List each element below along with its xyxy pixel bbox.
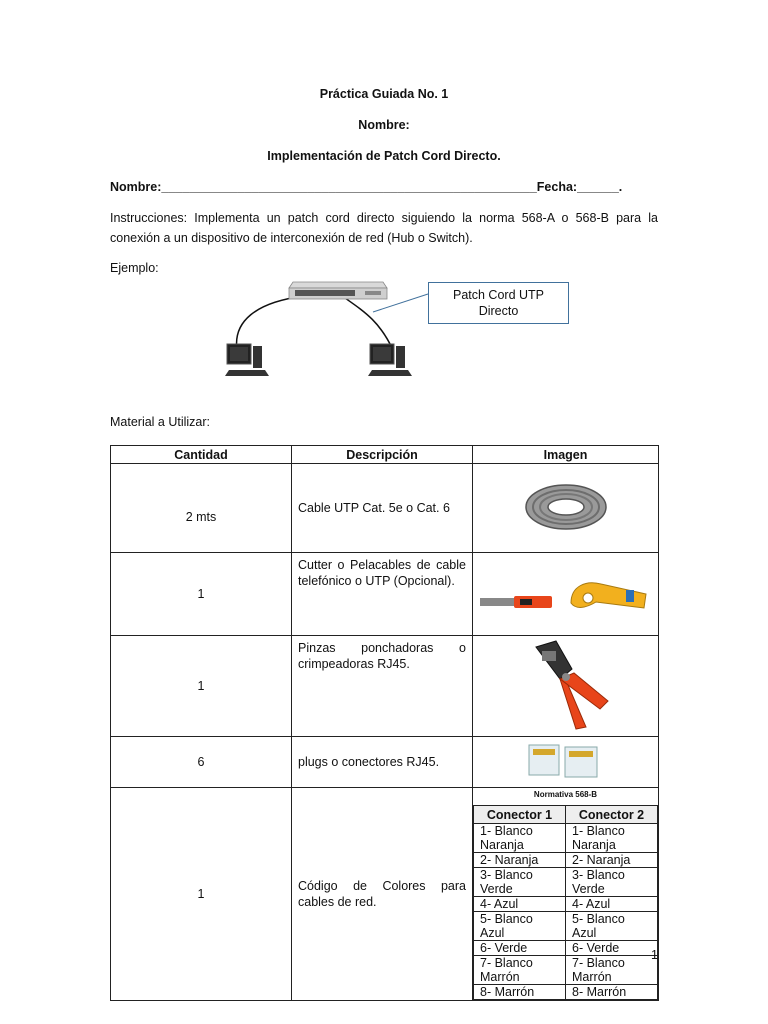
subtitle: Implementación de Patch Cord Directo. [267,149,501,163]
desc-cell: Pinzas ponchadoras o crimpeadoras RJ45. [292,636,473,737]
materials-label: Material a Utilizar: [110,415,211,429]
practice-title: Práctica Guiada No. 1 [319,87,449,101]
code-cell: 4- Azul [474,897,566,912]
code-cell: 3- Blanco Verde [566,868,658,897]
qty-cell: 2 mts [111,464,292,553]
desc-cell: plugs o conectores RJ45. [292,737,473,788]
cutter-icon [480,596,552,608]
code-cell: 1- Blanco Naranja [566,824,658,853]
patch-cord-label-box [428,282,569,324]
nombre-title: Nombre: [358,118,410,132]
computer-right-icon [368,344,412,376]
patch-cord-label-line1: Patch Cord UTP [452,288,544,302]
cutter-stripper-icon [476,568,656,618]
header-imagen: Imagen [473,446,659,464]
crimper-icon [516,639,616,731]
connector2-header: Conector 2 [566,806,658,824]
code-cell: 7- Blanco Marrón [474,956,566,985]
table-header-row [111,446,659,464]
connector1-header: Conector 1 [474,806,566,824]
table-row [111,636,659,737]
table-row [111,737,659,788]
color-code-title: Normativa 568-B [533,790,598,799]
code-cell: 5- Blanco Azul [474,912,566,941]
code-cell: 5- Blanco Azul [566,912,658,941]
code-cell: 1- Blanco Naranja [474,824,566,853]
code-cell: 6- Verde [566,941,658,956]
patch-cord-label-line2: Directo [478,304,519,318]
computer-left-icon [225,344,269,376]
switch-icon [289,282,387,299]
header-descripcion: Descripción [292,446,473,464]
cable-left [237,296,305,350]
color-code-table [473,805,658,1000]
qty-cell: 6 [111,737,292,788]
header-cantidad: Cantidad [111,446,292,464]
instructions: Instrucciones: Implementa un patch cord directo siguiendo la norma 568-A o 568-B para la conexión a un dispositivo de interconexión de red (Hub o Switch). [110,211,658,245]
image-cell [473,636,659,737]
qty-cell: 1 [111,636,292,737]
materials-table [110,445,659,1001]
desc-cell: Cable UTP Cat. 5e o Cat. 6 [292,464,473,553]
desc-cell: Cutter o Pelacables de cable telefónico o UTP (Opcional). [292,553,473,636]
table-row [111,788,659,1001]
page-number: 1 [651,948,658,962]
rj45-plugs-icon [521,739,611,783]
nombre-fecha-line: Nombre:______________________________________________________Fecha:______. [110,180,623,194]
code-cell: 3- Blanco Verde [474,868,566,897]
cable-roll-icon [521,477,611,537]
table-row [111,553,659,636]
code-cell: 8- Marrón [474,985,566,1000]
image-cell [473,737,659,788]
desc-cell: Código de Colores para cables de red. [292,788,473,1001]
image-cell [473,464,659,553]
stripper-icon [571,582,646,607]
cable-right [345,298,393,350]
code-cell: 8- Marrón [566,985,658,1000]
example-label: Ejemplo: [110,261,159,275]
code-cell: 7- Blanco Marrón [566,956,658,985]
table-row [111,464,659,553]
image-cell [473,788,659,1001]
qty-cell: 1 [111,788,292,1001]
code-cell: 2- Naranja [566,853,658,868]
code-cell: 4- Azul [566,897,658,912]
image-cell [473,553,659,636]
qty-cell: 1 [111,553,292,636]
code-cell: 2- Naranja [474,853,566,868]
code-cell: 6- Verde [474,941,566,956]
